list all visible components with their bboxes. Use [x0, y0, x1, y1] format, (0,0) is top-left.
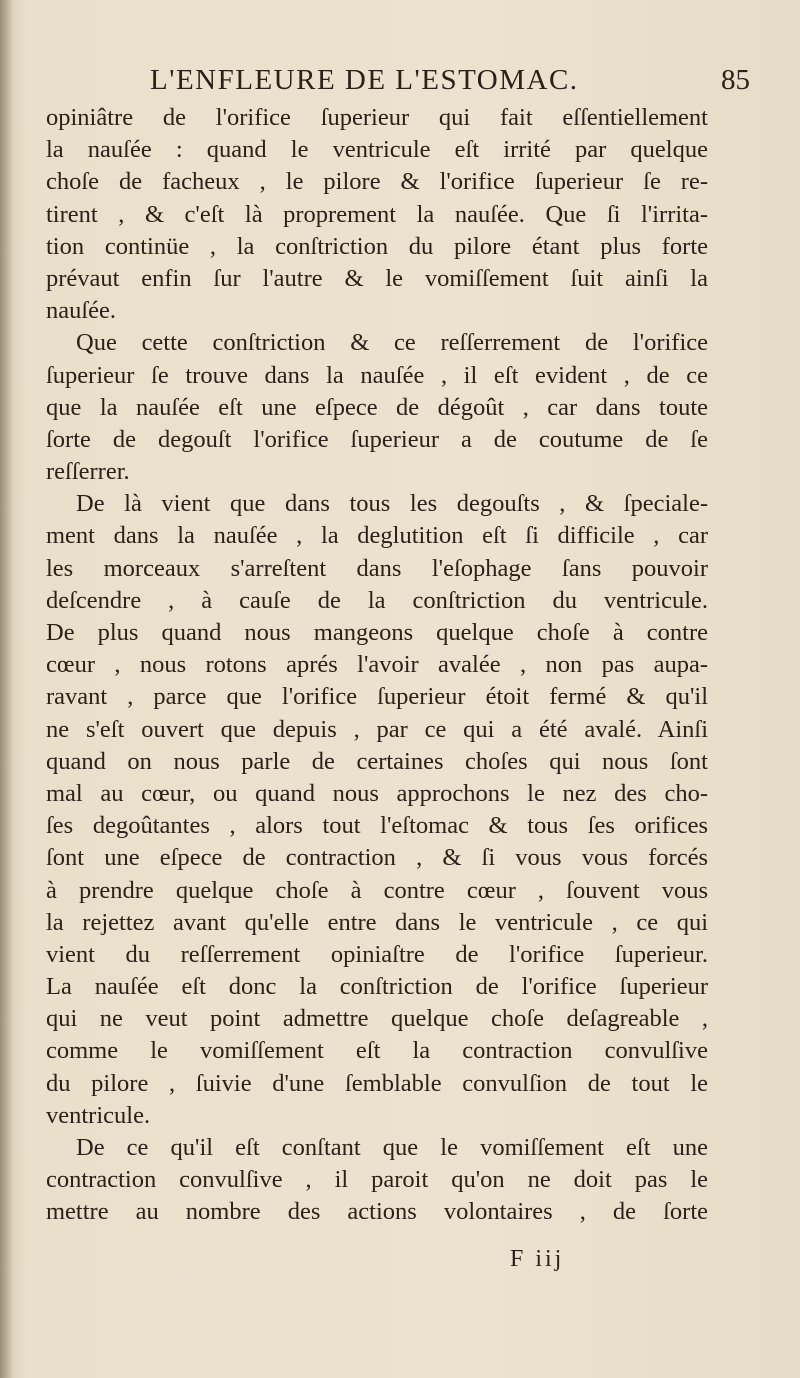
text-line: cœur , nous rotons aprés l'avoir avalée , non pas aupa- [46, 651, 708, 679]
text-line: la rejettez avant qu'elle entre dans le ventricule , ce qui [46, 908, 708, 936]
text-line: la nauſée : quand le ventricule eſt irrité par quelque [46, 136, 708, 164]
text-line: deſcendre , à cauſe de la conſtriction du ventricule. [46, 586, 708, 614]
spine-shadow [0, 0, 14, 1378]
text-line: mal au cœur, ou quand nous approchons le nez des cho- [46, 779, 708, 807]
text-line: ravant , parce que l'orifice ſuperieur étoit fermé & qu'il [46, 683, 708, 711]
signature-mark: F iij [510, 1246, 565, 1272]
text-line: nauſée. [46, 297, 117, 325]
text-line: ſont une eſpece de contraction , & ſi vous vous forcés [46, 844, 708, 872]
text-line: contraction convulſive , il paroit qu'on ne doit pas le [46, 1166, 708, 1194]
body-text [46, 102, 708, 1229]
page-header [150, 64, 750, 104]
text-line: La nauſée eſt donc la conſtriction de l'orifice ſuperieur [46, 973, 708, 1001]
text-line: qui ne veut point admettre quelque choſe deſagreable , [46, 1005, 708, 1033]
text-line: tirent , & c'eſt là proprement la nauſée. Que ſi l'irrita- [46, 200, 708, 228]
text-line: les morceaux s'arreſtent dans l'eſophage ſans pouvoir [46, 554, 708, 582]
text-line: tion continüe , la conſtriction du pilore étant plus forte [46, 232, 708, 260]
text-line: comme le vomiſſement eſt la contraction convulſive [46, 1037, 708, 1065]
text-line: vient du reſſerrement opiniaſtre de l'orifice ſuperieur. [46, 940, 708, 968]
text-line: que la nauſée eſt une eſpece de dégoût , car dans toute [46, 393, 708, 421]
running-title: L'ENFLEURE DE L'ESTOMAC. [150, 64, 579, 96]
text-line: choſe de facheux , le pilore & l'orifice ſuperieur ſe re- [46, 168, 708, 196]
text-line: ſorte de degouſt l'orifice ſuperieur a de coutume de ſe [46, 425, 708, 453]
text-line: du pilore , ſuivie d'une ſemblable convulſion de tout le [46, 1069, 708, 1097]
text-line: ſes degoûtantes , alors tout l'eſtomac & tous ſes orifices [46, 812, 708, 840]
text-line: opiniâtre de l'orifice ſuperieur qui fait eſſentiellement [46, 104, 708, 131]
text-line: ment dans la nauſée , la deglutition eſt ſi difficile , car [46, 522, 708, 550]
text-line: prévaut enfin ſur l'autre & le vomiſſement ſuit ainſi la [46, 264, 708, 292]
text-line: mettre au nombre des actions volontaires , de ſorte [46, 1198, 708, 1226]
text-line: De ce qu'il eſt conſtant que le vomiſſement eſt une [76, 1134, 708, 1161]
text-line: ſuperieur ſe trouve dans la nauſée , il eſt evident , de ce [46, 361, 708, 389]
text-line: à prendre quelque choſe à contre cœur , ſouvent vous [46, 876, 708, 904]
text-line: De là vient que dans tous les degouſts , & ſpeciale- [76, 490, 708, 518]
text-line: reſſerrer. [46, 458, 130, 486]
text-line: quand on nous parle de certaines choſes qui nous ſont [46, 747, 708, 775]
page-number: 85 [721, 64, 750, 96]
text-line: De plus quand nous mangeons quelque choſe à contre [46, 619, 708, 646]
text-line: Que cette conſtriction & ce reſſerrement de l'orifice [76, 329, 708, 357]
text-line: ne s'eſt ouvert que depuis , par ce qui a été avalé. Ainſi [46, 715, 708, 743]
text-line: ventricule. [46, 1101, 151, 1129]
